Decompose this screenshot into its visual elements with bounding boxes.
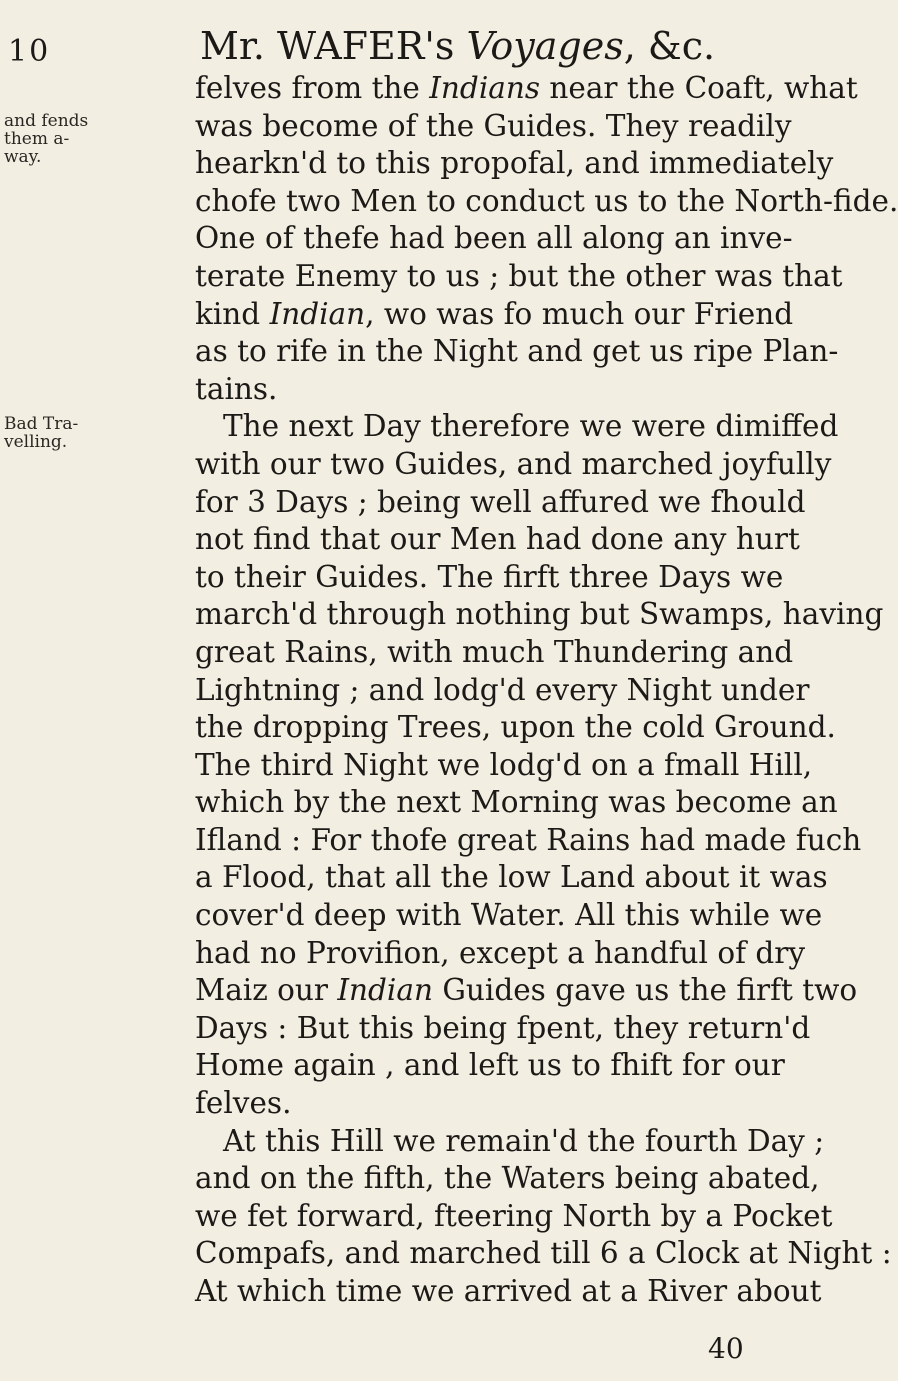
- running-head: [200, 24, 715, 68]
- text-segment: near the Coaft, what: [539, 71, 858, 105]
- text-line: [195, 1160, 820, 1198]
- text-line: [195, 296, 794, 334]
- text-line: [195, 747, 813, 785]
- text-line: [195, 446, 832, 484]
- text-line: [195, 220, 793, 258]
- marginal-line: Bad Tra-: [4, 414, 79, 434]
- marginal-line: them a-: [4, 129, 70, 149]
- text-line: [195, 822, 862, 860]
- text-segment: was become of the Guides. They readily: [195, 108, 792, 143]
- text-segment: Home again , and left us to fhift for our: [195, 1048, 785, 1083]
- text-segment: At this Hill we remain'd the fourth Day ;: [223, 1123, 825, 1158]
- text-segment: hearkn'd to this propofal, and immediately: [195, 146, 834, 181]
- text-segment: which by the next Morning was become an: [195, 785, 838, 820]
- text-line: [195, 333, 839, 371]
- text-segment: The third Night we lodg'd on a fmall Hill,: [195, 747, 813, 782]
- text-line: [195, 371, 780, 409]
- running-head-end: , &c.: [623, 24, 716, 68]
- text-segment: the dropping Trees, upon the cold Ground.: [195, 710, 836, 745]
- text-line: [195, 521, 800, 559]
- text-line: [195, 1273, 822, 1311]
- text-segment: Lightning ; and lodg'd every Night under: [195, 672, 810, 707]
- text-segment: felves from the: [195, 71, 430, 105]
- text-segment: to their Guides. The firft three Days we: [195, 559, 784, 594]
- marginal-line: way.: [4, 147, 42, 167]
- text-segment: had no Provifion, except a handful of dry: [195, 935, 806, 970]
- running-head-title: Mr. WAFER's: [200, 24, 455, 68]
- text-segment: Maiz our: [195, 973, 338, 1008]
- text-line: [195, 1198, 833, 1236]
- text-line: [195, 145, 834, 183]
- catchword: 40: [708, 1332, 744, 1365]
- text-segment: Ifland : For thofe great Rains had made fuch: [195, 822, 862, 857]
- text-line: [195, 935, 806, 973]
- text-line: [195, 784, 838, 822]
- text-segment: chofe two Men to conduct us to the North-fide.: [195, 183, 898, 218]
- text-segment: Indian: [337, 973, 433, 1008]
- text-segment: , wo was fo much our Friend: [365, 296, 794, 331]
- text-segment: with our two Guides, and marched joyfully: [195, 446, 832, 481]
- text-segment: Compafs, and marched till 6 a Clock at Night :: [195, 1236, 892, 1271]
- text-line: [195, 484, 806, 522]
- text-segment: kind: [195, 296, 270, 331]
- text-segment: we fet forward, fteering North by a Pocket: [195, 1198, 833, 1233]
- marginal-line: and fends: [4, 111, 89, 131]
- text-line: [195, 108, 792, 146]
- body-text: [195, 70, 898, 1311]
- marginal-note-fends: [4, 112, 88, 166]
- text-line: [195, 1085, 780, 1123]
- marginal-line: velling.: [4, 432, 68, 452]
- page-number: 10: [8, 34, 51, 69]
- text-segment: Days : But this being fpent, they return'd: [195, 1010, 811, 1045]
- text-segment: Indians: [429, 71, 540, 105]
- text-segment: Indian: [269, 296, 366, 331]
- text-line: [195, 596, 884, 634]
- text-segment: One of thefe had been all along an inve-: [195, 221, 793, 256]
- text-line: [195, 1010, 811, 1048]
- text-segment: great Rains, with much Thundering and: [195, 634, 794, 669]
- text-line: [195, 1123, 825, 1161]
- text-line: [195, 709, 836, 747]
- text-line: [195, 1235, 892, 1273]
- text-line: [195, 634, 794, 672]
- text-line: [195, 897, 823, 935]
- marginal-note-bad-travelling: [4, 415, 78, 451]
- text-line: [195, 183, 898, 221]
- text-line: [195, 859, 828, 897]
- text-segment: not find that our Men had done any hurt: [195, 522, 800, 557]
- text-line: [195, 672, 810, 710]
- text-segment: cover'd deep with Water. All this while we: [195, 898, 823, 933]
- text-segment: for 3 Days ; being well affured we fhould: [195, 484, 806, 519]
- text-line: [195, 258, 843, 296]
- text-segment: Guides gave us the firft two: [432, 973, 858, 1008]
- text-line: [195, 972, 858, 1010]
- text-segment: tains.: [195, 371, 278, 406]
- page-header: [0, 6, 801, 76]
- text-segment: and on the fifth, the Waters being abated,: [195, 1161, 820, 1196]
- text-line: [195, 70, 858, 108]
- text-segment: The next Day therefore we were dimiffed: [223, 409, 839, 444]
- text-segment: felves.: [195, 1086, 292, 1121]
- text-segment: a Flood, that all the low Land about it was: [195, 860, 828, 895]
- text-line: [195, 1047, 785, 1085]
- text-line: [195, 408, 839, 446]
- text-segment: At which time we arrived at a River about: [195, 1274, 822, 1308]
- text-segment: terate Enemy to us ; but the other was that: [195, 258, 843, 293]
- text-segment: march'd through nothing but Swamps, having: [195, 597, 884, 632]
- text-segment: as to rife in the Night and get us ripe Plan-: [195, 334, 839, 369]
- text-line: [195, 559, 784, 597]
- running-head-italic: Voyages: [466, 24, 624, 68]
